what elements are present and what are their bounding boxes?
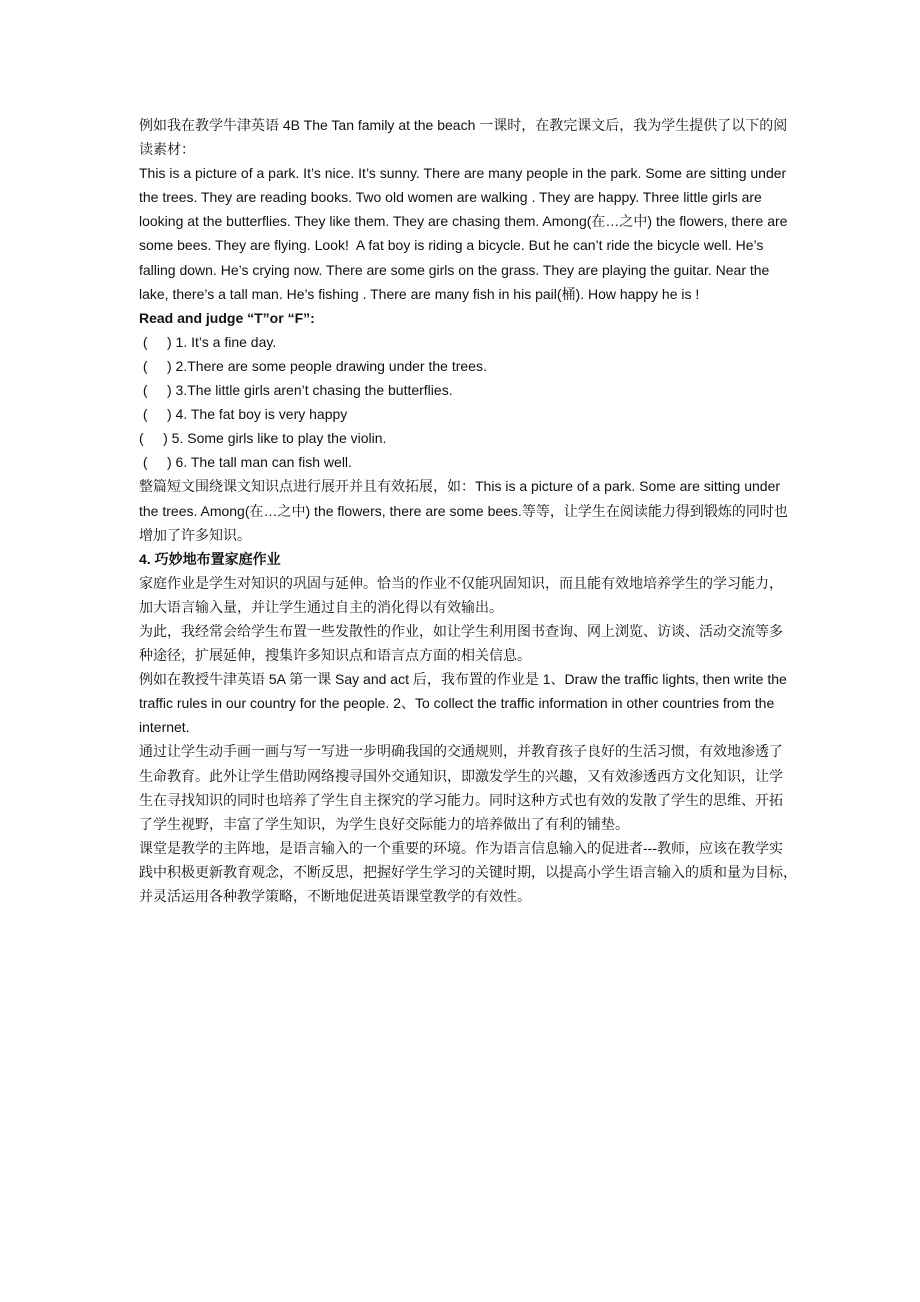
text-line: 例如在教授牛津英语 5A 第一课 Say and act 后，我布置的作业是 1、Draw the traffic lights, then write the [139, 671, 787, 688]
text-line: 加大语言输入量，并让学生通过自主的消化得以有效输出。 [139, 598, 503, 615]
text-line: 增加了许多知识。 [139, 526, 251, 543]
text-line: 例如我在教学牛津英语 4B The Tan family at the beach 一课时，在教完课文后，我为学生提供了以下的阅 [139, 117, 788, 133]
text-line: falling down. He’s crying now. There are some girls on the grass. They are playing the guitar. Near the [139, 261, 770, 278]
text-line: ( ) 1. It’s a fine day. [139, 333, 277, 350]
text-line: looking at the butterflies. They like them. They are chasing them. Among(在…之中) the flowers, there are [139, 213, 788, 230]
text-line: the trees. They are reading books. Two old women are walking . They are happy. Three little girls are [139, 189, 762, 206]
heading-line: 4. 巧妙地布置家庭作业 [139, 550, 281, 567]
text-line: lake, there’s a tall man. He’s fishing . There are many fish in his pail(桶). How happy he is ! [139, 285, 700, 302]
text-line: 生在寻找知识的同时也培养了学生自主探究的学习能力。同时这种方式也有效的发散了学生的思维、开拓 [139, 791, 783, 808]
text-line: traffic rules in our country for the people. 2、To collect the traffic information in other countries from the [139, 695, 775, 712]
text-line: 并灵活运用各种教学策略，不断地促进英语课堂教学的有效性。 [139, 888, 531, 904]
text-line: 整篇短文围绕课文知识点进行展开并且有效拓展，如：This is a picture of a park. Some are sitting under [139, 478, 781, 495]
text-line: the trees. Among(在…之中) the flowers, there are some bees.等等，让学生在阅读能力得到锻炼的同时也 [139, 502, 788, 519]
heading-line: Read and judge “T”or “F”: [139, 309, 315, 326]
text-line: 种途径，扩展延伸，搜集许多知识点和语言点方面的相关信息。 [139, 647, 531, 664]
document-page [139, 113, 799, 908]
text-line: 践中积极更新教育观念，不断反思，把握好学生学习的关键时期，以提高小学生语言输入的质和量为目标， [139, 863, 797, 880]
text-line: 课堂是教学的主阵地，是语言输入的一个重要的环境。作为语言信息输入的促进者---教师，应该在教学实 [139, 839, 783, 856]
text-line: ( ) 2.There are some people drawing under the trees. [139, 357, 487, 374]
text-line: internet. [139, 719, 190, 736]
text-line: 读素材： [139, 141, 195, 158]
text-line: ( ) 5. Some girls like to play the violin. [139, 430, 387, 447]
text-line: 生命教育。此外让学生借助网络搜寻国外交通知识，即激发学生的兴趣，又有效渗透西方文化知识，让学 [139, 767, 783, 784]
text-line: 为此，我经常会给学生布置一些发散性的作业，如让学生利用图书查询、网上浏览、访谈、活动交流等多 [139, 622, 783, 639]
text-line: 家庭作业是学生对知识的巩固与延伸。恰当的作业不仅能巩固知识，而且能有效地培养学生的学习能力， [139, 574, 783, 591]
text-line: ( ) 4. The fat boy is very happy [139, 406, 348, 423]
text-line: ( ) 3.The little girls aren’t chasing the butterflies. [139, 382, 453, 399]
text-line: some bees. They are flying. Look! A fat boy is riding a bicycle. But he can’t ride the bicycle well. He’s [139, 237, 764, 254]
text-line: This is a picture of a park. It’s nice. It’s sunny. There are many people in the park. Some are sitting under [139, 165, 787, 182]
text-line: 通过让学生动手画一画与写一写进一步明确我国的交通规则，并教育孩子良好的生活习惯，有效地渗透了 [139, 743, 783, 760]
text-line: 了学生视野，丰富了学生知识，为学生良好交际能力的培养做出了有利的铺垫。 [139, 815, 629, 832]
text-line: ( ) 6. The tall man can fish well. [139, 454, 352, 471]
